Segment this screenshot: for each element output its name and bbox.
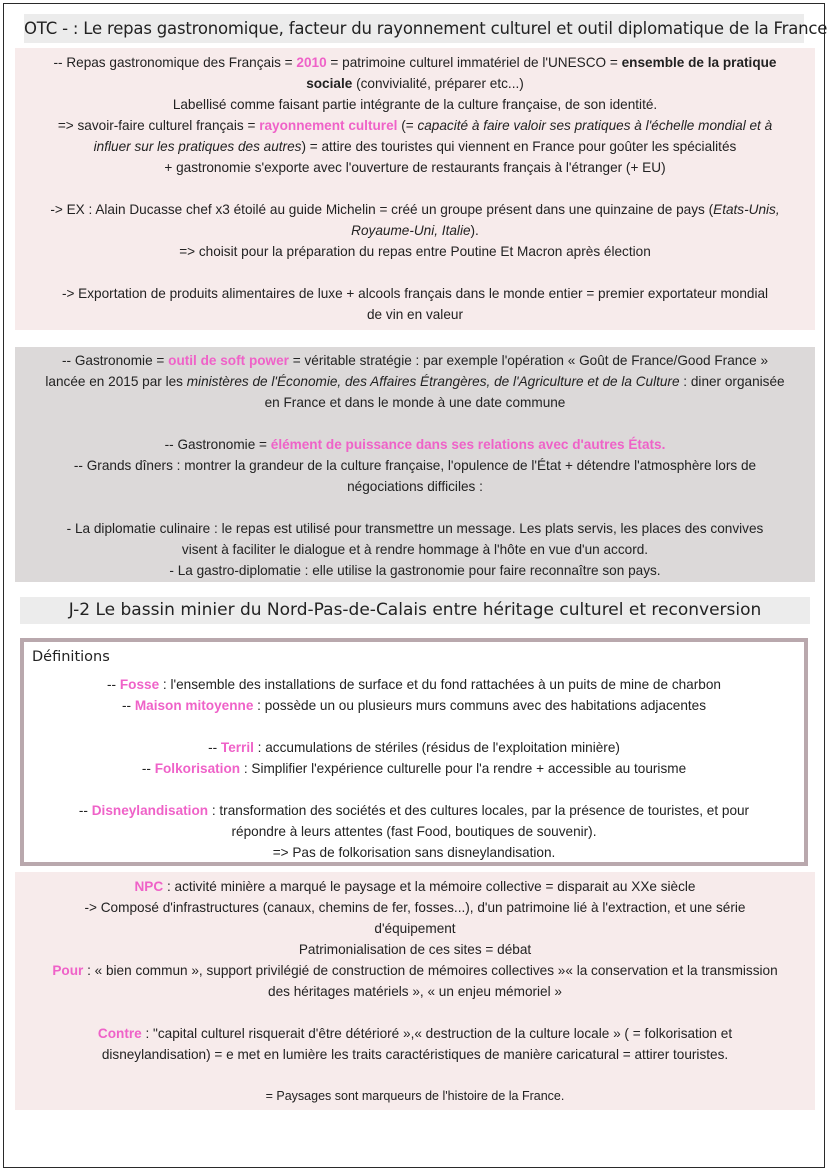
definition-disneylandisation (24, 800, 804, 821)
definition-folkorisation (24, 758, 804, 779)
spacer (15, 1002, 815, 1023)
definition-term: Maison mitoyenne (134, 698, 254, 713)
spacer (15, 1065, 815, 1086)
text-line (15, 350, 815, 371)
text-line: -- Grands dîners : montrer la grandeur de la culture française, l'opulence de l'État + détendre l'atmosphère lors de (73, 458, 757, 473)
text-line (15, 52, 815, 73)
text-line: + gastronomie s'exporte avec l'ouverture de restaurants français à l'étranger (+ EU) (164, 160, 666, 175)
definition-text: : Simplifier l'expérience culturelle pour l'a rendre + accessible au tourisme (240, 761, 687, 776)
text-line: = Paysages sont marqueurs de l'histoire de la France. (265, 1089, 565, 1103)
text: ). (470, 223, 479, 238)
text: : activité minière a marqué le paysage et la mémoire collective = disparait au XXe siècle (163, 879, 696, 894)
text-line: -> Composé d'infrastructures (canaux, chemins de fer, fosses...), d'un patrimoine lié à l'extraction, et une série (84, 900, 746, 915)
text: -- Gastronomie = (164, 437, 271, 452)
highlight-year: 2010 (296, 55, 327, 70)
highlight-term: outil de soft power (168, 353, 289, 368)
definition-text: : l'ensemble des installations de surface et du fond rattachées à un puits de mine de charbon (159, 677, 721, 692)
text: (= (397, 118, 418, 133)
definitions-body (24, 674, 804, 863)
spacer (24, 779, 804, 800)
definition-term: Terril (220, 740, 254, 755)
highlight-term: élément de puissance dans ses relations avec d'autres États. (270, 437, 666, 452)
text: -- Gastronomie = (61, 353, 169, 368)
text-line: Labellisé comme faisant partie intégrante de la culture française, de son identité. (172, 97, 658, 112)
text-line (15, 115, 815, 136)
text-line: disneylandisation) = e met en lumière les traits caractéristiques de manière caricatural = attirer touristes. (101, 1047, 729, 1062)
text-line (15, 199, 815, 220)
text-line (15, 220, 815, 241)
text-line: d'équipement (374, 921, 456, 936)
section-title-otc: OTC - : Le repas gastronomique, facteur du rayonnement culturel et outil diplomatique de la France (24, 14, 804, 43)
italic-text: influer sur les pratiques des autres (93, 139, 302, 154)
italic-text: Royaume-Uni, Italie (351, 223, 471, 238)
text: => savoir-faire culturel français = (57, 118, 260, 133)
text-line (15, 434, 815, 455)
definitions-title: Définitions (32, 649, 110, 665)
text-line: visent à faciliter le dialogue et à rendre hommage à l'hôte en vue d'un accord. (181, 542, 649, 557)
text: -- (121, 698, 135, 713)
text: : diner organisée (679, 374, 785, 389)
highlight-term: Pour (52, 963, 84, 978)
text: -- (141, 761, 155, 776)
text: -> EX : Alain Ducasse chef x3 étoilé au guide Michelin = créé un groupe présent dans une quinzaine de pays ( (50, 202, 714, 217)
spacer (15, 178, 815, 199)
italic-text: capacité à faire valoir ses pratiques à l'échelle mondial et à (417, 118, 773, 133)
definitions-box (20, 638, 808, 866)
text: = véritable stratégie : par exemple l'opération « Goût de France/Good France » (288, 353, 769, 368)
spacer (15, 413, 815, 434)
text-line: => Pas de folkorisation sans disneylandisation. (272, 845, 556, 860)
definition-term: Fosse (119, 677, 160, 692)
text: -- (107, 677, 120, 692)
text: (convivialité, préparer etc...) (352, 76, 524, 91)
text: : « bien commun », support privilégié de construction de mémoires collectives »« la conservation et la transmission (83, 963, 778, 978)
block-soft-power (15, 347, 815, 582)
italic-text: ministères de l'Économie, des Affaires Étrangères, de l'Agriculture et de la Culture (186, 374, 680, 389)
text: lancée en 2015 par les (45, 374, 187, 389)
text-line: répondre à leurs attentes (fast Food, boutiques de souvenir). (231, 824, 597, 839)
spacer (15, 497, 815, 518)
italic-text: Etats-Unis, (713, 202, 780, 217)
text-line: - La diplomatie culinaire : le repas est utilisé pour transmettre un message. Les plats servis, les places des convives (66, 521, 764, 536)
spacer (15, 262, 815, 283)
block-npc (15, 872, 815, 1110)
text-line (15, 960, 815, 981)
text-line: négociations difficiles : (347, 479, 483, 494)
text-line: -> Exportation de produits alimentaires de luxe + alcools français dans le monde entier = premier exportateur mondial (61, 286, 769, 301)
text-line: en France et dans le monde à une date commune (264, 395, 566, 410)
text: -- Repas gastronomique des Français = (53, 55, 297, 70)
text-line: de vin en valeur (367, 307, 463, 322)
block-repas-gastronomique (15, 48, 815, 330)
text: ) = attire des touristes qui viennent en France pour goûter les spécialités (301, 139, 737, 154)
definition-fosse (24, 674, 804, 695)
definition-text: : possède un ou plusieurs murs communs avec des habitations adjacentes (253, 698, 707, 713)
text-line: - La gastro-diplomatie : elle utilise la gastronomie pour faire reconnaître son pays. (169, 563, 661, 578)
text-line: => choisit pour la préparation du repas entre Poutine Et Macron après élection (179, 244, 651, 259)
text-line (15, 73, 815, 94)
text-line (15, 136, 815, 157)
spacer (24, 716, 804, 737)
text-line: des héritages matériels », « un enjeu mémoriel » (268, 984, 562, 999)
definition-maison (24, 695, 804, 716)
text-line (15, 876, 815, 897)
text: -- (208, 740, 221, 755)
highlight-term: NPC (134, 879, 164, 894)
text: = patrimoine culturel immatériel de l'UNESCO = (326, 55, 622, 70)
text-line: Patrimonialisation de ces sites = débat (298, 942, 532, 957)
text: : "capital culturel risquerait d'être détérioré »,« destruction de la culture locale » ( = folkorisation et (141, 1026, 733, 1041)
definition-terril (24, 737, 804, 758)
definition-text: : transformation des sociétés et des cultures locales, par la présence de touristes, et pour (208, 803, 750, 818)
definition-text: : accumulations de stériles (résidus de l'exploitation minière) (253, 740, 620, 755)
text-line (15, 371, 815, 392)
section-title-j2: J-2 Le bassin minier du Nord-Pas-de-Calais entre héritage culturel et reconversion (20, 597, 810, 624)
bold-text: ensemble de la pratique (621, 55, 777, 70)
highlight-term: Contre (97, 1026, 142, 1041)
definition-term: Folkorisation (154, 761, 241, 776)
text-line (15, 1023, 815, 1044)
bold-text: sociale (306, 76, 353, 91)
text: -- (78, 803, 92, 818)
definition-term: Disneylandisation (91, 803, 209, 818)
highlight-term: rayonnement culturel (259, 118, 398, 133)
